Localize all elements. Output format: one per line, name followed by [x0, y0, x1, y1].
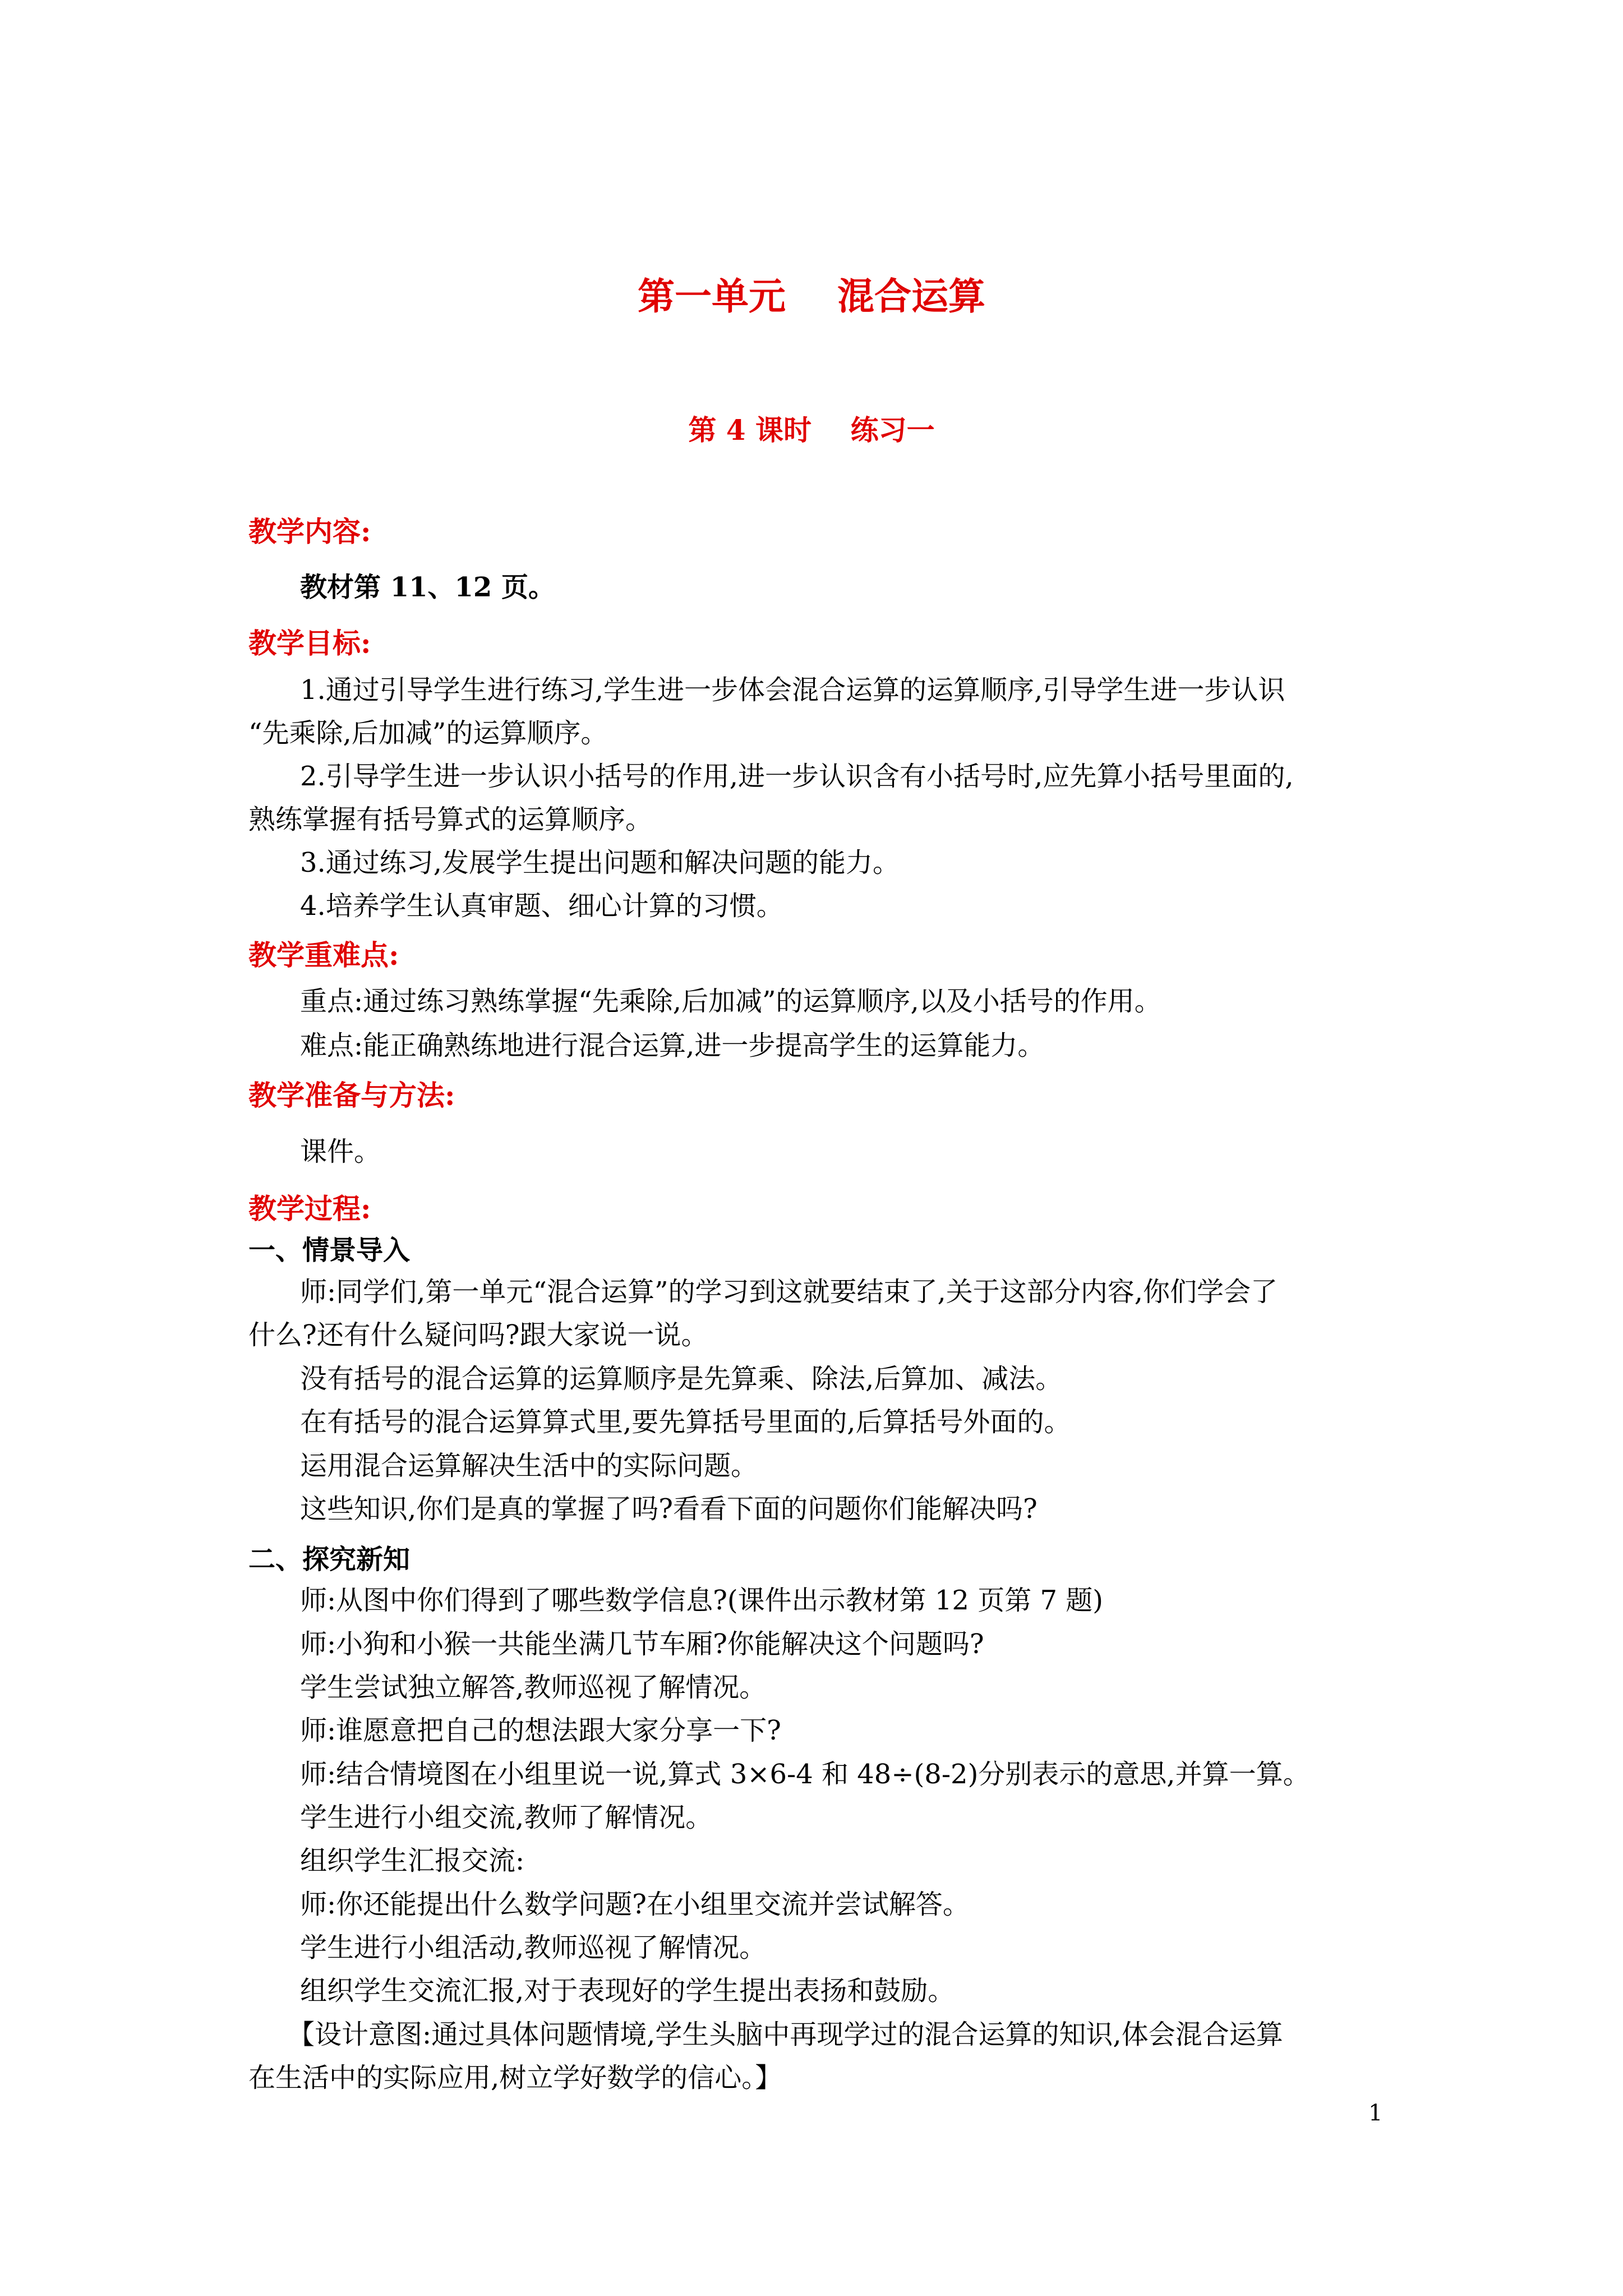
preparation-text: 课件。 [300, 1136, 381, 1167]
paragraph-line: 什么?还有什么疑问吗?跟大家说一说。 [248, 1319, 708, 1351]
key-point-line: 重点:通过练习熟练掌握“先乘除,后加减”的运算顺序,以及小括号的作用。 [300, 986, 1161, 1017]
paragraph-line: 师:结合情境图在小组里说一说,算式 3×6-4 和 48÷(8-2)分别表示的意思,并算一算。 [300, 1759, 1310, 1790]
heading-key-points: 教学重难点: [248, 938, 399, 972]
paragraph-line: 学生进行小组活动,教师巡视了解情况。 [300, 1932, 767, 1963]
heading-teaching-content: 教学内容: [248, 515, 371, 548]
key-point-line: 难点:能正确熟练地进行混合运算,进一步提高学生的运算能力。 [300, 1030, 1045, 1061]
paragraph-line: 学生进行小组交流,教师了解情况。 [300, 1802, 713, 1833]
page-number: 1 [1368, 2100, 1383, 2126]
paragraph-line: 没有括号的混合运算的运算顺序是先算乘、除法,后算加、减法。 [300, 1363, 1063, 1395]
paragraph-line: 在有括号的混合运算算式里,要先算括号里面的,后算括号外面的。 [300, 1406, 1071, 1438]
goal-line: 2.引导学生进一步认识小括号的作用,进一步认识含有小括号时,应先算小括号里面的, [300, 761, 1294, 792]
paragraph-line: 组织学生交流汇报,对于表现好的学生提出表扬和鼓励。 [300, 1975, 955, 2007]
paragraph-line: 学生尝试独立解答,教师巡视了解情况。 [300, 1672, 767, 1703]
goal-line: 熟练掌握有括号算式的运算顺序。 [248, 804, 653, 835]
paragraph-line: 组织学生汇报交流: [300, 1845, 525, 1876]
lesson-subtitle: 第 4 课时 练习一 [688, 413, 935, 447]
goal-line: “先乘除,后加减”的运算顺序。 [248, 717, 608, 749]
paragraph-line: 师:小狗和小猴一共能坐满几节车厢?你能解决这个问题吗? [300, 1628, 984, 1660]
heading-process: 教学过程: [248, 1192, 371, 1225]
design-intent-line: 【设计意图:通过具体问题情境,学生头脑中再现学过的混合运算的知识,体会混合运算 [288, 2019, 1283, 2050]
unit-title: 第一单元 混合运算 [638, 274, 985, 318]
goal-line: 1.通过引导学生进行练习,学生进一步体会混合运算的运算顺序,引导学生进一步认识 [300, 674, 1285, 706]
paragraph-line: 这些知识,你们是真的掌握了吗?看看下面的问题你们能解决吗? [300, 1493, 1038, 1525]
design-intent-line: 在生活中的实际应用,树立学好数学的信心。】 [248, 2062, 782, 2093]
paragraph-line: 运用混合运算解决生活中的实际问题。 [300, 1450, 758, 1481]
goal-line: 4.培养学生认真审题、细心计算的习惯。 [300, 890, 783, 922]
paragraph-line: 师:从图中你们得到了哪些数学信息?(课件出示教材第 12 页第 7 题) [300, 1585, 1104, 1616]
section-heading-intro: 一、情景导入 [248, 1235, 411, 1266]
paragraph-line: 师:谁愿意把自己的想法跟大家分享一下? [300, 1715, 781, 1746]
paragraph-line: 师:同学们,第一单元“混合运算”的学习到这就要结束了,关于这部分内容,你们学会了 [300, 1276, 1278, 1308]
heading-preparation: 教学准备与方法: [248, 1079, 455, 1112]
content-text: 教材第 11、12 页。 [300, 572, 556, 603]
heading-teaching-goals: 教学目标: [248, 627, 371, 660]
paragraph-line: 师:你还能提出什么数学问题?在小组里交流并尝试解答。 [300, 1889, 970, 1920]
goal-line: 3.通过练习,发展学生提出问题和解决问题的能力。 [300, 847, 900, 878]
section-heading-explore: 二、探究新知 [248, 1544, 411, 1575]
